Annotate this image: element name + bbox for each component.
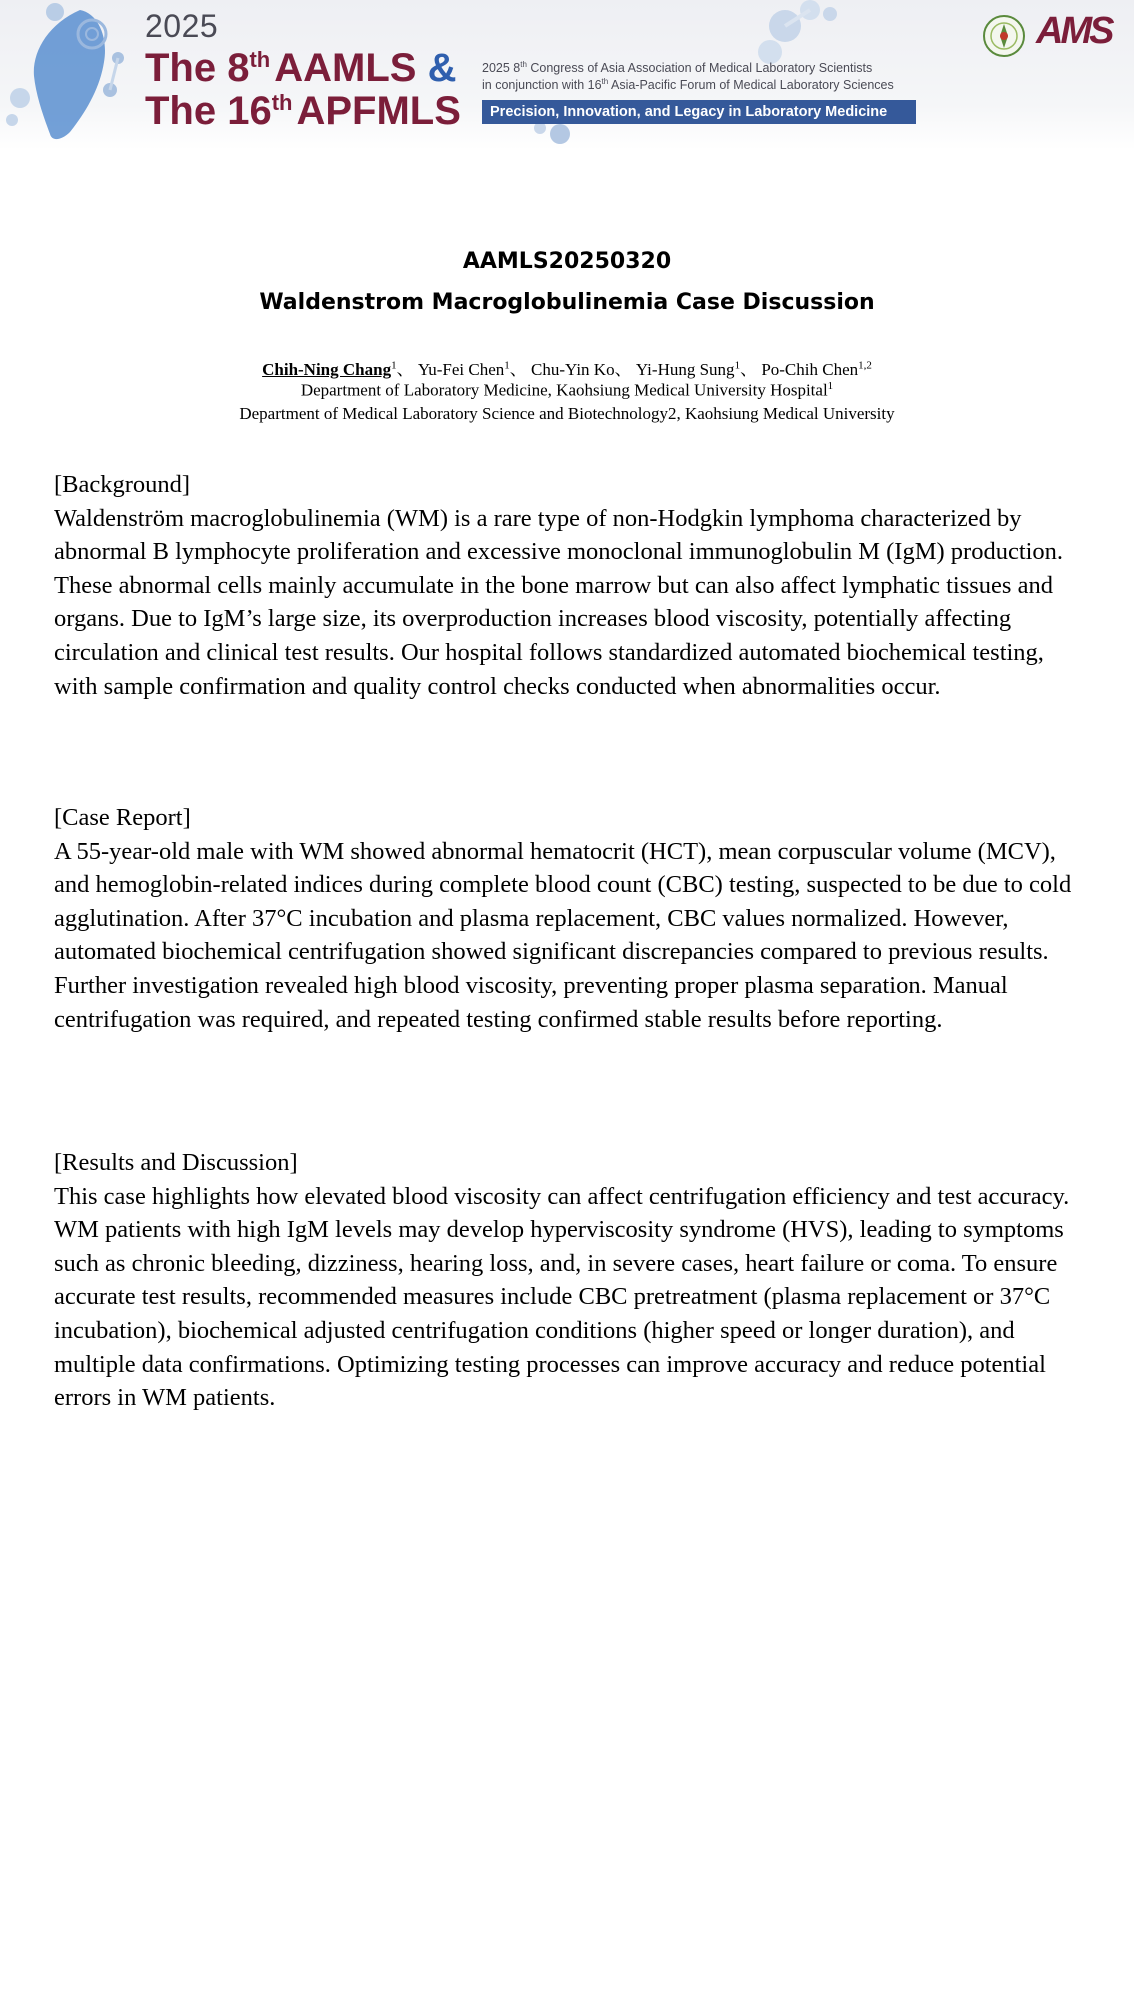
section-paragraph: Waldenström macroglobulinemia (WM) is a rare type of non-Hodgkin lymphoma characterized by abnormal B lymphocyte proliferation and excessive monoclonal immunoglobulin M (IgM) production. These abnormal cells mainly accumulate in the bone marrow but can also affect lymphatic tissues and organs. Due to IgM’s large size, its overproduction increases blood viscosity, potentially affecting circulation and clinical test results. Our hospital follows standardized automated biochemical testing, with sample confirmation and quality control checks conducted when abnormalities occur. xyxy=(54,504,1064,700)
author-name: Po-Chih Chen xyxy=(761,360,859,379)
section-heading: [Background] xyxy=(54,471,191,498)
section-heading: [Case Report] xyxy=(54,804,191,831)
author-name: Yu-Fei Chen xyxy=(417,360,505,379)
abstract-title: Waldenstrom Macroglobulinemia Case Discussion xyxy=(259,290,875,315)
conference-banner xyxy=(0,0,1134,150)
abstract-code: AAMLS20250320 xyxy=(462,249,672,274)
ams-logo: AMS xyxy=(1036,10,1112,52)
banner-year: 2025 xyxy=(145,8,219,44)
section-background xyxy=(54,468,1084,703)
congress-line-1: 2025 8th Congress of Asia Association of Medical Laboratory Scientists xyxy=(482,60,873,76)
section-paragraph: A 55-year-old male with WM showed abnormal hematocrit (HCT), mean corpuscular volume (MCV), and hemoglobin-related indices during complete blood count (CBC) testing, suspected to be due to cold agglutination. After 37°C incubation and plasma replacement, CBC values normalized. However, automated biochemical centrifugation showed significant discrepancies compared to previous results. Further investigation revealed high blood viscosity, preventing proper plasma separation. Manual centrifugation was required, and repeated testing confirmed stable results before reporting. xyxy=(54,837,1072,1033)
banner-title-aamls: The 8th AAMLS & xyxy=(145,46,457,90)
affiliation-university: Department of Medical Laboratory Science and Biotechnology2, Kaohsiung Medical University xyxy=(239,404,895,423)
society-emblem-icon xyxy=(982,14,1026,58)
author-name: Chih-Ning Chang xyxy=(262,360,392,379)
conference-slogan: Precision, Innovation, and Legacy in Laboratory Medicine xyxy=(482,100,916,124)
section-heading: [Results and Discussion] xyxy=(54,1149,298,1176)
author-name: Yi-Hung Sung xyxy=(635,360,735,379)
banner-title-apfmls: The 16th APFMLS xyxy=(145,89,461,133)
author-name: Chu-Yin Ko xyxy=(531,360,615,379)
section-case-report xyxy=(54,801,1084,1036)
congress-line-2: in conjunction with 16th Asia-Pacific Forum of Medical Laboratory Sciences xyxy=(482,77,894,93)
affiliation-hospital: Department of Laboratory Medicine, Kaohsiung Medical University Hospital$^1$ xyxy=(300,380,834,400)
author-list: Chih-Ning Chang$^1$、 Yu-Fei Chen$^1$、 Chu-Yin Ko、 Yi-Hung Sung$^1$、 Po-Chih Chen$^{1,2}$ xyxy=(262,359,872,379)
section-paragraph: This case highlights how elevated blood viscosity can affect centrifugation efficiency and test accuracy. WM patients with high IgM levels may develop hyperviscosity syndrome (HVS), leading to symptoms such as chronic bleeding, dizziness, hearing loss, and, in severe cases, heart failure or coma. To ensure accurate test results, recommended measures include CBC pretreatment (plasma replacement or 37°C incubation), biochemical adjusted centrifugation conditions (higher speed or longer duration), and multiple data confirmations. Optimizing testing processes can improve accuracy and reduce potential errors in WM patients. xyxy=(54,1182,1070,1412)
section-results-discussion xyxy=(54,1146,1084,1415)
